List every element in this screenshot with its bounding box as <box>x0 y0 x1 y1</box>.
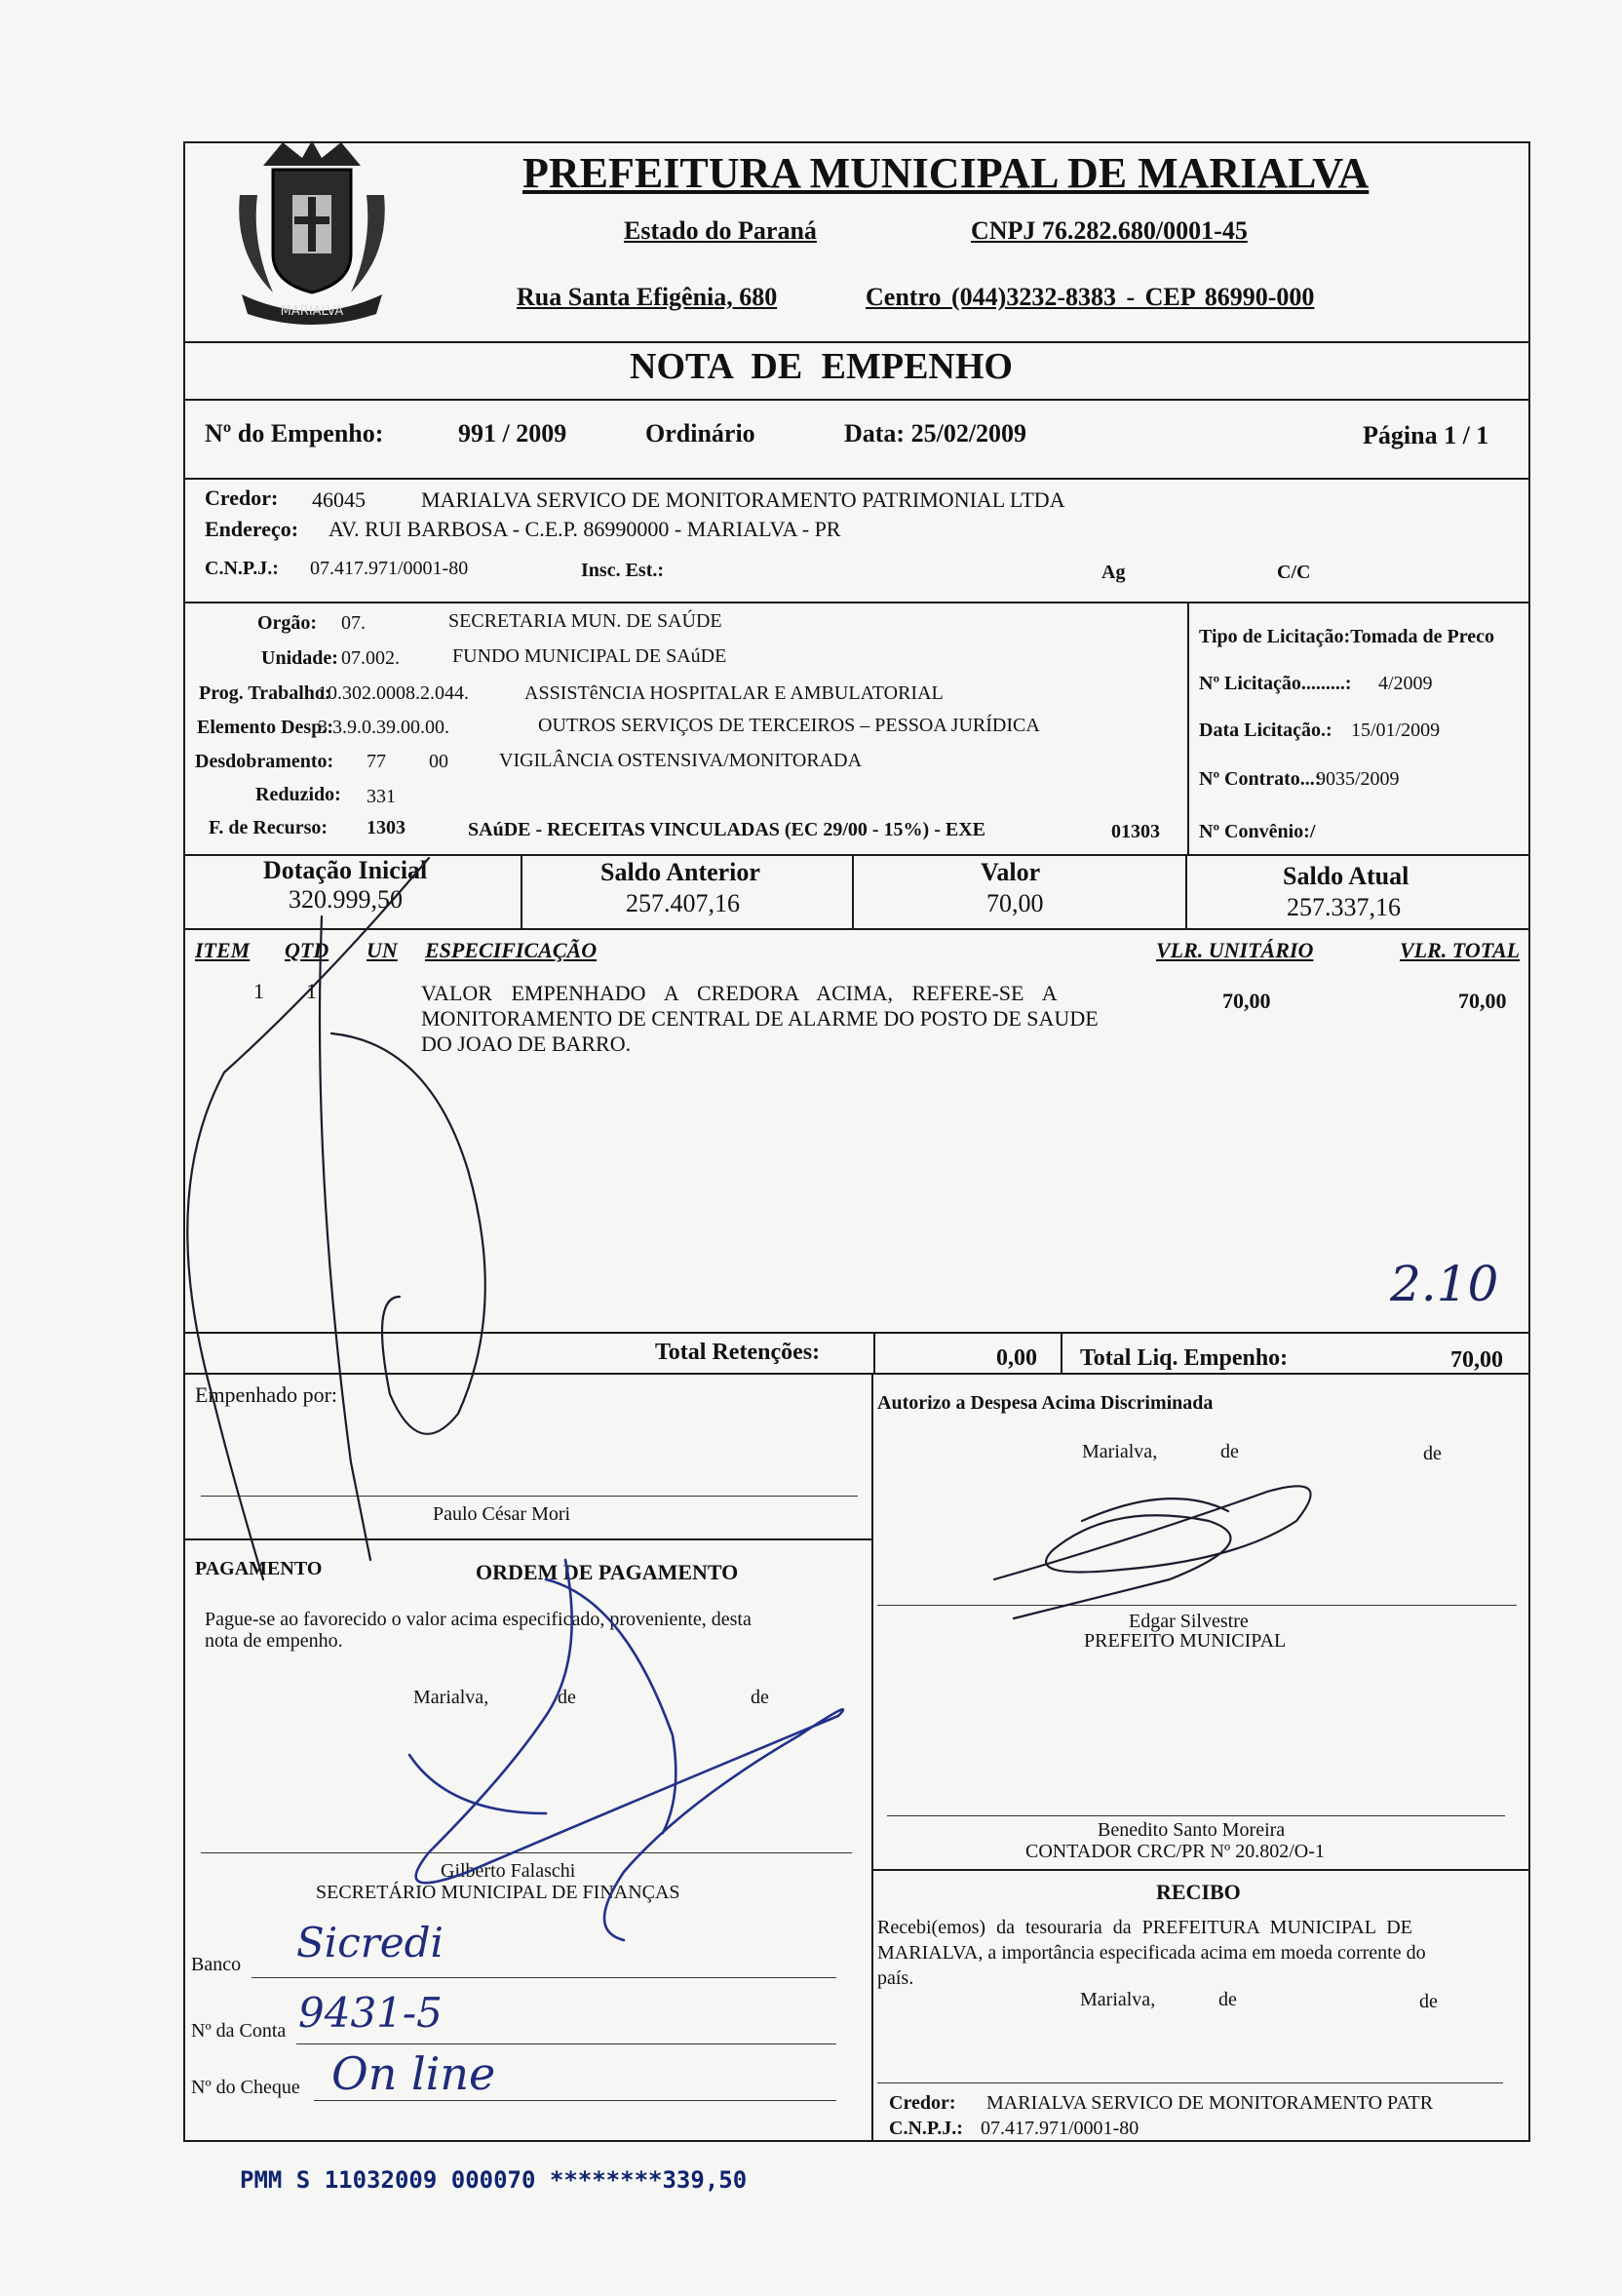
credor-code: 46045 <box>312 487 366 512</box>
item-total-value: 70,00 <box>1458 989 1507 1013</box>
credor-foot-cnpj: 07.417.971/0001-80 <box>981 2118 1139 2139</box>
desdobramento-name: VIGILÂNCIA OSTENSIVA/MONITORADA <box>499 750 863 771</box>
contador-name: Benedito Santo Moreira <box>1098 1819 1286 1841</box>
credor-name: MARIALVA SERVICO DE MONITORAMENTO PATRIMONIAL LTDA <box>421 487 1065 512</box>
licitacao-date: 15/01/2009 <box>1351 720 1441 741</box>
total-liquido: 70,00 <box>1450 1347 1503 1373</box>
secretario-name: Gilberto Falaschi <box>441 1860 576 1882</box>
empenhado-name: Paulo César Mori <box>433 1503 571 1525</box>
document-page: MARIALVA PREFEITURA MUNICIPAL DE MARIALVA Estado do Paraná CNPJ 76.282.680/0001-45 Rua Santa Efigênia, 680 Centro (044)3232-8383 - CEP 86990-000 NOTA DE EMPENHO Nº do Empenho: 991 / 2009 Ordinário Data: 25/02/2009 Página 1 / 1 Credor: 46045 MARIALVA SERVICO DE MONITORAMENTO PATRIMONIAL LTDA Endereço: AV. RUI BARBOSA - C.E.P. 86990000 - MARIALVA - PR C.N.P.J.: 07.417.971/0001-80 Insc. Est.: Ag C/C Orgão: 07. SECRETARIA MUN. DE SAÚDE Unidade: 07.002. FUNDO MUNICIPAL DE SAúDE Prog. Trabalho: 10.302.0008.2.044. ASSISTêNCIA HOSPITALAR E AMBULATORIAL Elemento Desp.: 3.3.9.0.39.00.00. OUTROS SERVIÇOS DE TERCEIROS – PESSOA JURÍDICA Desdobramento: 77 00 VIGILÂNCIA OSTENSIVA/MONITORADA Reduzido: 331 F. de Recurso: 1303 SAúDE - RECEITAS VINCULADAS (EC 29/00 - 15%) - EXE 01303 Tipo de Licitação:Tomada de Preco Nº Licitação.........: 4/2009 Data Licitação.: 15/01/2009 Nº Contrato...: 9035/2009 Nº Convênio:/ Dotação Inicial 320.999,50 Saldo Anterior 257.407,16 Valor 70,00 Saldo Atual 257.337,16 ITEM QTD UN ESPECIFICAÇÃO VLR. UNITÁRIO VLR. TOTAL 1 1 VALOR EMPENHADO A CREDORA ACIMA, REFERE-SE A MONITORAMENTO DE CENTRAL DE ALARME DO POSTO DE SAUDE DO JOAO DE BARRO. 70,00 70,00 2.10 Total Retenções: 0,00 Total Liq. Empenho: 70,00 Empenhado por: Paulo César Mori Autorizo a Despesa Acima Discriminada Marialva, de de Edgar Silvestre PREFEITO MUNICIPAL PAGAMENTO ORDEM DE PAGAMENTO Pague-se ao favorecido o valor acima especificado, proveniente, desta nota de empenho. Marialva, de de Gilberto Falaschi SECRETÁRIO MUNICIPAL DE FINANÇAS Benedito Santo Moreira CONTADOR CRC/PR Nº 20.802/O-1 RECIBO Recebi(emos) da tesouraria da PREFEITURA MUNICIPAL DE MARIALVA, a importância especificada acima em moeda corrente do país. Marialva, de de Banco Sicredi Nº da Conta 9431-5 Nº do Cheque On line Credor: MARIALVA SERVICO DE MONITORAMENTO PATR C.N.P.J.: 07.417.971/0001-80 PMM S 11032009 000070 ********339,50 <box>0 0 1622 2296</box>
secretario-signature <box>416 1560 843 1940</box>
svg-text:MARIALVA: MARIALVA <box>280 304 344 319</box>
empenho-date: Data: 25/02/2009 <box>844 419 1027 448</box>
dotacao-inicial: 320.999,50 <box>289 885 403 914</box>
document-title: NOTA DE EMPENHO <box>630 346 1013 387</box>
autorizo-signature <box>994 1486 1311 1618</box>
item-unit-value: 70,00 <box>1222 989 1271 1013</box>
saldo-anterior: 257.407,16 <box>626 889 740 917</box>
recibo-title: RECIBO <box>1156 1880 1241 1904</box>
header-street: Rua Santa Efigênia, 680 <box>517 283 778 311</box>
valor: 70,00 <box>986 889 1044 917</box>
banco-value: Sicredi <box>296 1919 444 1966</box>
ordem-pagamento-title: ORDEM DE PAGAMENTO <box>476 1560 739 1584</box>
header-cnpj: CNPJ 76.282.680/0001-45 <box>971 216 1248 245</box>
elemento-name: OUTROS SERVIÇOS DE TERCEIROS – PESSOA JURÍDICA <box>538 715 1040 736</box>
contrato-number: 9035/2009 <box>1316 768 1400 790</box>
orgao-name: SECRETARIA MUN. DE SAÚDE <box>448 610 722 632</box>
header-contact: Centro (044)3232-8383 - CEP 86990-000 <box>866 283 1315 311</box>
cheque-value: On line <box>331 2047 496 2100</box>
saldo-atual: 257.337,16 <box>1287 893 1401 921</box>
credor-address: AV. RUI BARBOSA - C.E.P. 86990000 - MARIALVA - PR <box>328 517 841 541</box>
secretario-role: SECRETÁRIO MUNICIPAL DE FINANÇAS <box>316 1882 680 1903</box>
contador-role: CONTADOR CRC/PR Nº 20.802/O-1 <box>1025 1841 1325 1862</box>
licitacao-number: 4/2009 <box>1378 673 1433 694</box>
handwritten-mark: 2.10 <box>1390 1256 1499 1312</box>
convenio: Nº Convênio:/ <box>1199 821 1316 842</box>
large-loop-signature <box>187 858 429 1579</box>
item-description: VALOR EMPENHADO A CREDORA ACIMA, REFERE-SE A <box>421 981 1058 1005</box>
credor-cnpj: 07.417.971/0001-80 <box>310 558 469 579</box>
empenho-type: Ordinário <box>645 419 755 448</box>
conta-value: 9431-5 <box>298 1989 443 2037</box>
page-number: Página 1 / 1 <box>1363 421 1489 449</box>
unidade-name: FUNDO MUNICIPAL DE SAúDE <box>452 645 727 667</box>
prefeito-name: Edgar Silvestre <box>1129 1611 1249 1632</box>
state-name: Estado do Paraná <box>624 216 817 245</box>
payment-stamp: PMM S 11032009 000070 ********339,50 <box>240 2166 748 2194</box>
credor-foot-name: MARIALVA SERVICO DE MONITORAMENTO PATR <box>986 2092 1434 2114</box>
empenho-number: 991 / 2009 <box>458 419 567 448</box>
prog-name: ASSISTêNCIA HOSPITALAR E AMBULATORIAL <box>524 682 944 704</box>
total-retencoes: 0,00 <box>996 1345 1037 1371</box>
page-title: PREFEITURA MUNICIPAL DE MARIALVA <box>522 149 1370 197</box>
autorizo-title: Autorizo a Despesa Acima Discriminada <box>877 1392 1214 1414</box>
prefeito-role: PREFEITO MUNICIPAL <box>1084 1630 1287 1652</box>
tipo-licitacao: Tipo de Licitação:Tomada de Preco <box>1199 626 1494 647</box>
recurso-name: SAúDE - RECEITAS VINCULADAS (EC 29/00 - 15%) - EXE <box>468 819 985 840</box>
